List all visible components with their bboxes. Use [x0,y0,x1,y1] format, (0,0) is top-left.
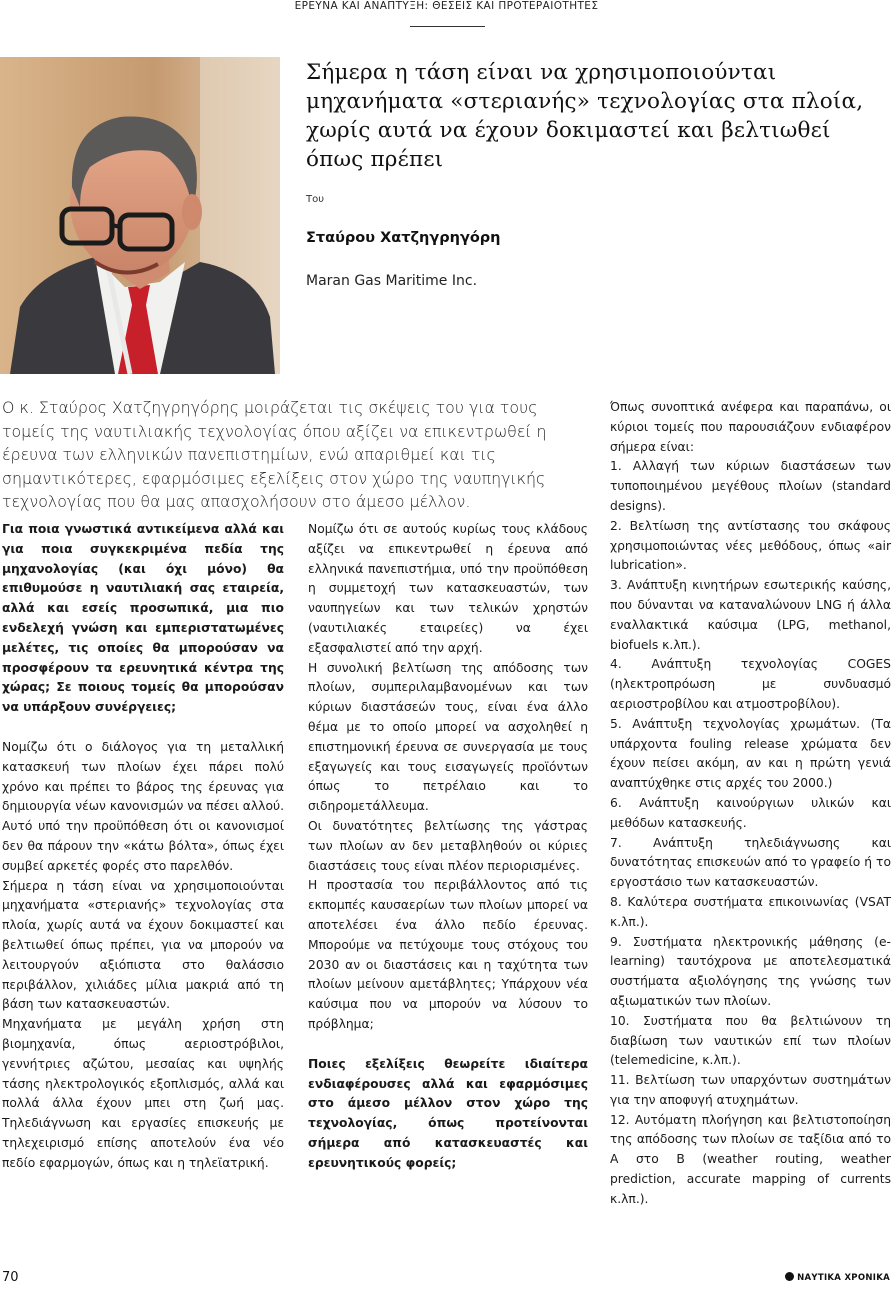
paragraph: Σήμερα η τάση είναι να χρησιμοποιούνται μηχανήματα «στεριανής» τεχνολογίας στα πλοία, χωρίς αυτά να έχουν δοκιμαστεί και βελτιωθεί όπως πρέπει, για να μπορούν να λειτουργούν αξιόπιστα στο θαλάσσιο περιβάλλον, χιλιάδες μίλια μακριά από τη βάση των κατασκευαστών. [2,878,284,1012]
list-item: 5. Ανάπτυξη τεχνολογίας χρωμάτων. (Τα υπάρχοντα fouling release χρώματα δεν έχουν πείσει ακόμη, αν και η πρώτη γενιά αναπτύχθηκε στις αρχές του 2000.) [610,716,891,791]
question-1: Για ποια γνωστικά αντικείμενα αλλά και για ποια συγκεκριμένα πεδία της μηχανολογίας (και όχι μόνο) θα επιθυμούσε η ναυτιλιακή σας εταιρεία, αλλά και εσείς προσωπικά, μια πιο ενδελεχή γνώση και εμπεριστατωμένες μελέτες, τις οποίες θα μπορούσαν να προσφέρουν τα ερευνητικά κέντρα της χώρας; Σε ποιους τομείς θα μπορούσαν να υπάρξουν συνέργειες; [2,522,284,715]
paragraph: Νομίζω ότι ο διάλογος για τη μεταλλική κατασκευή των πλοίων έχει πάρει πολύ χρόνο και πρέπει το βάρος της έρευνας για δημιουργία νέων κανονισμών να πέσει αλλού. Αυτό υπό την προϋπόθεση ότι οι κανονισμοί δεν θα πάρουν την «κάτω βόλτα», όπως έχει συμβεί αρκετές φορές στο παρελθόν. [2,739,284,873]
list-item: 12. Αυτόματη πλοήγηση και βελτιστοποίηση της απόδοσης των πλοίων σε ταξίδια από το A στο B (weather routing, weather prediction, accurate mapping of currents κ.λπ.). [610,1112,891,1206]
column-3 [610,398,891,1210]
column-2 [308,520,588,1174]
list-item: 8. Καλύτερα συστήματα επικοινωνίας (VSAT κ.λπ.). [610,894,891,929]
list-item: 6. Ανάπτυξη καινούργιων υλικών και μεθόδων κατασκευής. [610,795,891,830]
paragraph: Η προστασία του περιβάλλοντος από τις εκπομπές καυσαερίων των πλοίων μπορεί να αποτελέσει ένα άλλο πεδίο έρευνας. Μπορούμε να πετύχουμε τους στόχους του 2030 αν οι διαστάσεις και η ταχύτητα των πλοίων μείνουν αμετάβλητες; Υπάρχουν νέα καύσιμα που να μπορούν να λύσουν το πρόβλημα; [308,878,588,1031]
list-item: 3. Ανάπτυξη κινητήρων εσωτερικής καύσης, που δύνανται να καταναλώνουν LNG ή άλλα εναλλακτικά καύσιμα (LPG, methanol, biofuels κ.λπ.). [610,578,891,652]
list-intro: Όπως συνοπτικά ανέφερα και παραπάνω, οι κύριοι τομείς που παρουσιάζουν ενδιαφέρον σήμερα είναι: [610,400,891,454]
list-item: 4. Ανάπτυξη τεχνολογίας COGES (ηλεκτροπρόωση με συνδυασμό αεριοστροβίλου και ατμοστροβίλου). [610,657,891,711]
magazine-logo-icon [785,1272,794,1281]
byline-prefix: Του [306,194,325,205]
section-title: ΕΡΕΥΝΑ ΚΑΙ ΑΝΑΠΤΥΞΗ: ΘΕΣΕΙΣ ΚΑΙ ΠΡΟΤΕΡΑΙΟΤΗΤΕΣ [294,0,599,12]
paragraph: Η συνολική βελτίωση της απόδοσης των πλοίων, συμπεριλαμβανομένων και των κύριων διαστάσεών τους, είναι ένα άλλο θέμα με το οποίο μπορεί να ασχοληθεί η επιστημονική έρευνα σε συνεργασία με τους εξαγωγείς και τους εισαγωγείς προϊόντων όπως το πετρέλαιο και το σιδηρομετάλλευμα. [308,660,588,814]
article-lead: Ο κ. Σταύρος Χατζηγρηγόρης μοιράζεται τις σκέψεις του για τους τομείς της ναυτιλιακής τεχνολογίας όπου αξίζει να επικεντρωθεί η έρευνα των ελληνικών πανεπιστημίων, ενώ απαριθμεί και τις σημαντικότερες, εφαρμόσιμες εξελίξεις στον χώρο της ναυπηγικής τεχνολογίας που θα μας απασχολήσουν στο άμεσο μέλλον. [2,398,547,511]
author-name: Σταύρου Χατζηγρηγόρη [306,230,501,246]
list-item: 11. Βελτίωση των υπαρχόντων συστημάτων για την αποφυγή ατυχημάτων. [610,1073,891,1107]
question-2: Ποιες εξελίξεις θεωρείτε ιδιαίτερα ενδιαφέρουσες αλλά και εφαρμόσιμες στο άμεσο μέλλον στον χώρο της τεχνολογίας, όπως προτείνονται σήμερα από κατασκευαστές και ερευνητικούς φορείς; [308,1056,588,1170]
list-item: 1. Αλλαγή των κύριων διαστάσεων των τυποποιημένου μεγέθους πλοίων (standard designs). [610,459,891,513]
paragraph: Μηχανήματα με μεγάλη χρήση στη βιομηχανία, όπως αεριοστρόβιλοι, γεννήτριες αζώτου, μεσαίας και υψηλής τάσης ηλεκτρολογικός εξοπλισμός, αλλά και πολλά άλλα έχουν μπει στη ζωή μας. Τηλεδιάγνωση και εργασίες επισκευής με τηλεχειρισμό επίσης αποτελούν ένα νέο πεδίο εφαρμογών, όπως και η τηλεϊατρική. [2,1017,284,1170]
magazine-name: ΝΑΥΤΙΚΑ ΧΡΟΝΙΚΑ [797,1273,890,1283]
header-divider [410,26,485,27]
running-header [0,0,893,12]
paragraph-gap [2,718,284,738]
list-item: 7. Ανάπτυξη τηλεδιάγνωσης και δυνατότητας επισκευών από το γραφείο ή το εργοστάσιο των κατασκευαστών. [610,835,891,890]
paragraph: Νομίζω ότι σε αυτούς κυρίως τους κλάδους αξίζει να επικεντρωθεί η έρευνα από ελληνικά πανεπιστήμια, υπό την προϋπόθεση η συμμετοχή των κατασκευαστών, των ναυπηγείων και των τελικών χρηστών (ναυτιλιακές εταιρείες) να έχει εξασφαλιστεί από την αρχή. [308,522,588,655]
page-number: 70 [2,1270,19,1285]
author-affiliation: Maran Gas Maritime Inc. [306,273,478,289]
article-title: Σήμερα η τάση είναι να χρησιμοποιούνται μηχανήματα «στεριανής» τεχνολογίας στα πλοία, χωρίς αυτά να έχουν δοκιμαστεί και βελτιωθεί όπως πρέπει [306,60,864,172]
author-portrait [0,57,280,374]
column-1 [2,520,284,1174]
portrait-illustration [0,57,280,374]
magazine-footer [785,1272,890,1283]
paragraph-gap [308,1035,588,1055]
paragraph: Οι δυνατότητες βελτίωσης της γάστρας των πλοίων αν δεν μεταβληθούν οι κύριες διαστάσεις τους είναι πλέον περιορισμένες. [308,818,588,873]
list-item: 10. Συστήματα που θα βελτιώνουν τη διαβίωση των ναυτικών επί των πλοίων (telemedicine, κ.λπ.). [610,1013,891,1068]
list-item: 9. Συστήματα ηλεκτρονικής μάθησης (e-learning) ταυτόχρονα με αποτελεσματικά συστήματα αξιολόγησης της γνώσης των αξιωματικών των πλοίων. [610,934,891,1008]
list-item: 2. Βελτίωση της αντίστασης του σκάφους χρησιμοποιώντας νέες μεθόδους, όπως «air lubrication». [610,518,891,573]
